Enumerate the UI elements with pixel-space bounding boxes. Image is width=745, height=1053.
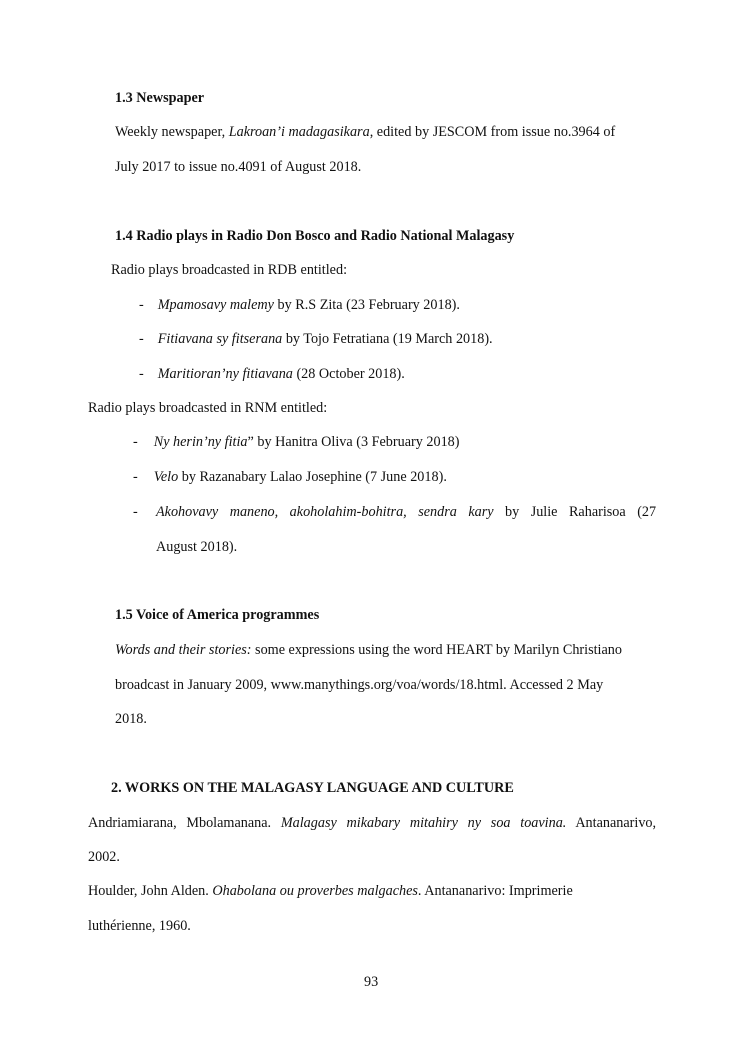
- rdb-item-2: - Fitiavana sy fitserana by Tojo Fetratiana (19 March 2018).: [139, 331, 493, 347]
- rnm-intro: Radio plays broadcasted in RNM entitled:: [88, 400, 328, 416]
- rnm-item-2: - Velo by Razanabary Lalao Josephine (7 June 2018).: [133, 469, 447, 485]
- rdb-item-1: - Mpamosavy malemy by R.S Zita (23 February 2018).: [139, 297, 460, 313]
- rnm-item-3-dash: -: [133, 504, 138, 520]
- voa-line-1: Words and their stories: some expressions using the word HEART by Marilyn Christiano: [115, 642, 622, 658]
- ref-houlder-cont: luthérienne, 1960.: [88, 918, 191, 934]
- ref-andriamiarana-cont: 2002.: [88, 849, 120, 865]
- rnm-item-3-cont: August 2018).: [156, 539, 238, 555]
- heading-voa: 1.5 Voice of America programmes: [115, 607, 320, 623]
- heading-works: 2. WORKS ON THE MALAGASY LANGUAGE AND CULTURE: [111, 780, 514, 796]
- heading-radio-plays: 1.4 Radio plays in Radio Don Bosco and Radio National Malagasy: [115, 228, 515, 244]
- newspaper-line-2: July 2017 to issue no.4091 of August 2018.: [115, 159, 362, 175]
- voa-line-3: 2018.: [115, 711, 147, 727]
- rnm-item-3: Akohovavy maneno, akoholahim-bohitra, sendra kary by Julie Raharisoa (27: [156, 504, 657, 520]
- page-number: 93: [364, 974, 379, 990]
- voa-line-2: broadcast in January 2009, www.manythings.org/voa/words/18.html. Accessed 2 May: [115, 677, 604, 693]
- ref-houlder: Houlder, John Alden. Ohabolana ou proverbes malgaches. Antananarivo: Imprimerie: [88, 883, 573, 899]
- heading-newspaper: 1.3 Newspaper: [115, 90, 205, 106]
- rdb-item-3: - Maritioran’ny fitiavana (28 October 2018).: [139, 366, 405, 382]
- ref-andriamiarana: Andriamiarana, Mbolamanana. Malagasy mikabary mitahiry ny soa toavina. Antananarivo,: [88, 815, 657, 831]
- rnm-item-1: - Ny herin’ny fitia” by Hanitra Oliva (3 February 2018): [133, 434, 460, 450]
- newspaper-line-1: Weekly newspaper, Lakroan’i madagasikara, edited by JESCOM from issue no.3964 of: [115, 124, 616, 140]
- rdb-intro: Radio plays broadcasted in RDB entitled:: [111, 262, 348, 278]
